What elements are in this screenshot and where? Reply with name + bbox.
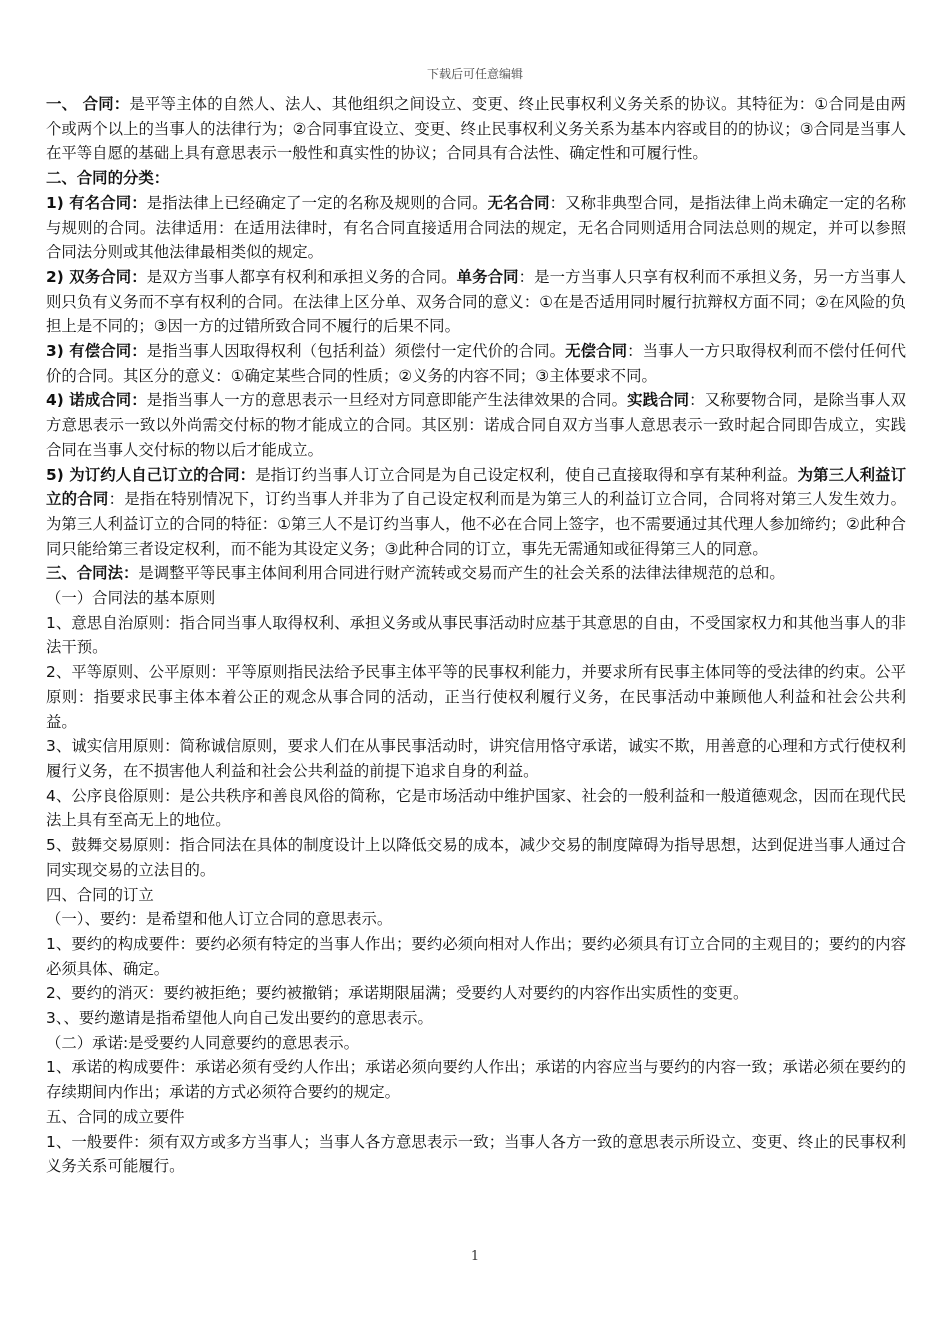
paragraph-text: （二）承诺:是受要约人同意要约的意思表示。 <box>46 1033 359 1052</box>
page-header: 下载后可任意编辑 <box>426 67 523 81</box>
paragraph-text: 是指当事人一方的意思表示一旦经对方同意即能产生法律效果的合同。 <box>146 391 628 410</box>
paragraph <box>46 388 906 462</box>
paragraph-text: ：当事人一方只取得权利而不偿付任何代价的合同。其区分的意义：①确定某些合同的性质；②义务的内容不同；③主体要求不同。 <box>46 342 906 385</box>
paragraph <box>46 1055 906 1104</box>
paragraph-text: 1、意思自治原则：指合同当事人取得权利、承担义务或从事民事活动时应基于其意思的自由，不受国家权力和其他当事人的非法干预。 <box>46 613 906 657</box>
paragraph-text: ：是一方当事人只享有权利而不承担义务，另一方当事人则只负有义务而不享有权利的合同。在法律上区分单、双务合同的意义：①在是否适用同时履行抗辩权方面不同；②在风险的负担上是不同的；③因一方的过错所致合同不履行的后果不同。 <box>46 267 906 336</box>
paragraph-text: 是调整平等民事主体间利用合同进行财产流转或交易而产生的社会关系的法律法律规范的总和。 <box>138 564 785 583</box>
page-number: 1 <box>470 1249 480 1264</box>
paragraph-text: 是平等主体的自然人、法人、其他组织之间设立、变更、终止民事权利义务关系的协议。其特征为：①合同是由两个或两个以上的当事人的法律行为；②合同事宜设立、变更、终止民事权利义务关系为基本内容或目的的协议；③合同是当事人在平等自愿的基础上具有意思表示一般性和真实性的协议；合同具有合法性、确定性和可履行性。 <box>46 95 906 163</box>
bold-term: 无名合同 <box>487 193 550 212</box>
bold-term: 单务合同 <box>456 267 519 286</box>
paragraph <box>46 1105 906 1130</box>
bold-term: 为第三人利益订立的合同 <box>46 465 906 509</box>
paragraph <box>46 92 906 166</box>
bold-term: 实践合同 <box>627 391 690 410</box>
bold-term: 5) 为订约人自己订立的合同： <box>46 465 256 484</box>
bold-term: 1) 有名合同： <box>46 193 147 212</box>
paragraph-text: （一）、要约：是希望和他人订立合同的意思表示。 <box>46 910 393 929</box>
paragraph <box>46 734 906 783</box>
document-body <box>46 92 906 1179</box>
paragraph <box>46 833 906 882</box>
paragraph-text: 1、要约的构成要件：要约必须有特定的当事人作出；要约必须向相对人作出；要约必须具有订立合同的主观目的；要约的内容必须具体、确定。 <box>46 934 906 978</box>
paragraph-text: 5、鼓舞交易原则：指合同法在具体的制度设计上以降低交易的成本，减少交易的制度障碍为指导思想，达到促进当事人通过合同实现交易的立法目的。 <box>46 836 906 879</box>
paragraph-text: 五、合同的成立要件 <box>46 1107 185 1126</box>
paragraph-text: ：又称非典型合同，是指法律上尚未确定一定的名称与规则的合同。法律适用：在适用法律时，有名合同直接适用合同法的规定，无名合同则适用合同法总则的规定，并可以参照合同法分则或其他法律最相类似的规定。 <box>46 193 906 262</box>
paragraph-text: 是指法律上已经确定了一定的名称及规则的合同。 <box>146 193 488 212</box>
paragraph-text: 4、公序良俗原则：是公共秩序和善良风俗的简称，它是市场活动中维护国家、社会的一般利益和一般道德观念，因而在现代民法上具有至高无上的地位。 <box>46 786 906 830</box>
paragraph-text: 3、诚实信用原则：简称诚信原则，要求人们在从事民事活动时，讲究信用恪守承诺，诚实不欺，用善意的心理和方式行使权利履行义务，在不损害他人利益和社会公共利益的前提下追求自身的利益。 <box>46 737 906 780</box>
paragraph <box>46 907 906 932</box>
bold-term: 二、合同的分类： <box>46 169 170 188</box>
paragraph <box>46 586 906 611</box>
paragraph <box>46 1031 906 1056</box>
bold-term: 三、合同法： <box>46 564 139 583</box>
paragraph <box>46 265 906 339</box>
bold-term: 4) 诺成合同： <box>46 391 147 410</box>
paragraph-text: ：是指在特别情况下，订约当事人并非为了自己设定权利而是为第三人的利益订立合同，合同将对第三人发生效力。为第三人利益订立的合同的特征：①第三人不是订约当事人，他不必在合同上签字，也不需要通过其代理人参加缔约；②此种合同只能给第三者设定权利，而不能为其设定义务；③此种合同的订立，事先无需通知或征得第三人的同意。 <box>46 490 906 558</box>
paragraph-text: 是指当事人因取得权利（包括利益）须偿付一定代价的合同。 <box>146 342 566 361</box>
paragraph-text: 1、承诺的构成要件：承诺必须有受约人作出；承诺必须向要约人作出；承诺的内容应当与要约的内容一致；承诺必须在要约的存续期间内作出；承诺的方式必须符合要约的规定。 <box>46 1058 906 1102</box>
bold-term: 无偿合同 <box>565 342 628 361</box>
bold-term: 3) 有偿合同： <box>46 342 147 361</box>
paragraph <box>46 660 906 734</box>
paragraph <box>46 561 906 586</box>
paragraph-text: 3、、要约邀请是指希望他人向自己发出要约的意思表示。 <box>46 1009 433 1028</box>
paragraph <box>46 883 906 908</box>
paragraph-text: ：又称要物合同，是除当事人双方意思表示一致以外尚需交付标的物才能成立的合同。其区别：诺成合同自双方当事人意思表示一致时起合同即告成立，实践合同在当事人交付标的物以后才能成立。 <box>46 391 906 459</box>
paragraph <box>46 1130 906 1179</box>
paragraph <box>46 1006 906 1031</box>
paragraph <box>46 463 906 562</box>
paragraph-text: 2、平等原则、公平原则：平等原则指民法给予民事主体平等的民事权利能力，并要求所有民事主体同等的受法律的约束。公平原则：指要求民事主体本着公正的观念从事合同的活动，正当行使权利履行义务，在民事活动中兼顾他人利益和社会公共利益。 <box>46 663 906 731</box>
paragraph-text: 1、一般要件：须有双方或多方当事人；当事人各方意思表示一致；当事人各方一致的意思表示所设立、变更、终止的民事权利义务关系可能履行。 <box>46 1132 906 1176</box>
paragraph-text: 是指订约当事人订立合同是为自己设定权利，使自己直接取得和享有某种利益。 <box>255 465 798 484</box>
paragraph <box>46 932 906 981</box>
paragraph <box>46 339 906 388</box>
paragraph-text: 2、要约的消灭：要约被拒绝；要约被撤销；承诺期限届满；受要约人对要约的内容作出实质性的变更。 <box>46 984 749 1003</box>
paragraph-text: （一）合同法的基本原则 <box>46 589 216 608</box>
bold-term: 一、 合同： <box>46 95 130 113</box>
bold-term: 2) 双务合同： <box>46 267 147 286</box>
paragraph <box>46 981 906 1006</box>
paragraph <box>46 166 906 191</box>
paragraph <box>46 191 906 265</box>
paragraph <box>46 784 906 833</box>
paragraph-text: 四、合同的订立 <box>46 885 154 904</box>
paragraph-text: 是双方当事人都享有权利和承担义务的合同。 <box>146 267 457 286</box>
paragraph <box>46 611 906 660</box>
